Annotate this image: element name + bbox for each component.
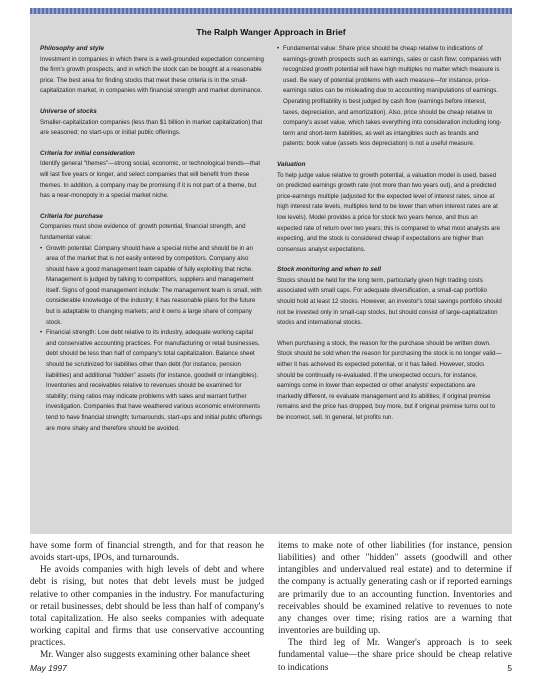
- growth-potential-item: • Growth potential: Company should have a special niche and should be in an area of the market that is not easily entered by competitors. Company also should have a good management team capable of fully exploiting that niche. Management is judged by talking to competitors, suppliers and management itself. Signs of good management include: The management team is small, with considerable knowledge of the industry; it has reasonable plans for the future but is adaptable to changing markets; and it owns a large share of company stock.: [40, 244, 265, 329]
- box-title: The Ralph Wanger Approach in Brief: [196, 27, 346, 37]
- purchase-criteria-list: [40, 244, 265, 435]
- sell-text: When purchasing a stock, the reason for the purchase should be written down. Stock should be sold when the reason for purchasing the stock is no longer valid—either it has acheived its expected potential, or it has failed. However, stocks should be continually re-evaluated. If the unexpected occurs, for instance, earnings come in lower than expected or other analysts' expectations are markedly different, re evaluate management and its abilities; if original premise remains and the price has dropped, buy more, but if original premise turns out to be incorrect, sell. In general, let profits run.: [277, 339, 502, 421]
- page-number: 5: [507, 663, 512, 673]
- philosophy-text: Investment in companies in which there is a well-grounded expectation concerning the firm's growth prospects, and in which the stock can be bought at a reasonable price. The best area for finding stocks that meet these criteria is in the small-capitalization market, in companies with financial strength and market dominance.: [40, 55, 264, 95]
- universe-heading: Universe of stocks: [40, 107, 97, 115]
- financial-strength-item: • Financial strength: Low debt relative to its industry, adequate working capital and conservative accounting practices. For manufacturing or retail businesses, debt should be less than half of company's total capitalization. Balance sheet should be scrutinized for liabilities other than debt (for instance, pension liabilities) and additional "hidden" assets (for instance, goodwill or intangibles). Inventories and receivables relative to revenues should be examined for stability; rising ratios may indicate problems with sales and warrant further investigation. Companies that have weathered various economic environments tend to have financial strength; turnarounds, start-ups and initial public offerings are more shaky and therefore should be avoided.: [40, 328, 265, 434]
- article-right-column: [278, 540, 512, 674]
- purchase-criteria-list-continued: [277, 44, 502, 150]
- purchase-criteria-intro: Companies must show evidence of: growth potential, financial strength, and fundamental value:: [40, 223, 246, 241]
- valuation-heading: Valuation: [277, 160, 306, 168]
- page-footer: [30, 663, 512, 677]
- article-paragraph: Mr. Wanger also suggests examining other balance sheet: [40, 650, 251, 661]
- box-right-column: [277, 40, 502, 434]
- valuation-text: To help judge value relative to growth potential, a valuation model is used, based on predicted earnings growth rate (not more than two years out), and a predicted price-earnings multiple (adjusted for the expected level of interest rates, since at high interest rate levels, multiples tend to be lower than when interest rates are at low levels). Model provides a price for stock two years hence, and thus an expected rate of return over two years; this is compared to what most analysts are expecting, and the stock is considered cheap if expectations are higher than consensus analyst expectations.: [277, 171, 500, 253]
- article-paragraph: The third leg of Mr. Wanger's approach is to seek fundamental value—the share price should be cheap relative to indications: [278, 638, 512, 673]
- article-paragraph: have some form of financial strength, and for that reason he avoids start-ups, IPOs, and turnarounds.: [30, 541, 264, 564]
- box-left-column: [40, 40, 265, 434]
- article-paragraph: He avoids companies with high levels of debt and where debt is rising, but notes that debt levels must be judged relative to other companies in the industry. For manufacturing or retail businesses, debt should be less than half of company's total capitalization. He also seeks companies with adequate working capital and firms that use conservative accounting practices.: [30, 565, 264, 649]
- monitoring-text: Stocks should be held for the long term, particularly given high trading costs associated with small caps. For adequate diversification, a small-cap portfolio should hold at least 12 stocks. However, an investor's total savings portfolio should not be invested only in small-cap stocks, but should consist of large-capitalization stocks and international stocks.: [277, 276, 502, 327]
- fundamental-value-item: • Fundamental value: Share price should be cheap relative to indications of earnings-growth prospects such as earnings, sales or cash flow; companies with recognized growth potential will have high multiples no matter which measure is used. Be wary of potential problems with each measure—for instance, price-earnings ratios can be misleading due to accounting manipulations of earnings. Operating profitability is best judged by cash flow (earnings before interest, taxes, depreciation, and amortization). Also, price should be cheap relative to company's asset value, which takes everything into consideration including long-term and short-term liabilities, as well as intangibles such as brands and patents; book value (assets less depreciation) is not a useful measure.: [277, 44, 502, 150]
- universe-text: Smaller-capitalization companies (less than $1 billion in market capitalization) that are seasoned; no start-ups or initial public offerings.: [40, 118, 263, 137]
- sidebar-box: [30, 14, 512, 534]
- purchase-criteria-heading: Criteria for purchase: [40, 212, 103, 220]
- initial-criteria-heading: Criteria for initial consideration: [40, 149, 135, 157]
- initial-criteria-text: Identify general "themes"—strong social, economic, or technological trends—that will last five years or longer, and select companies that will benefit from these themes. In addition, a company may be promising if it is not part of a theme, but has a near-monopoly in a special market niche.: [40, 160, 261, 200]
- article-body: [30, 540, 512, 674]
- monitoring-heading: Stock monitoring and when to sell: [277, 266, 382, 274]
- article-paragraph: items to make note of other liabilities (for instance, pension liabilities) and other "hidden" assets (goodwill and other intangibles and undervalued real estate) and to determine if the company is actually generating cash or if reported earnings are primarily due to an accounting function. Inventories and receivables should be examined relative to revenues to note any changes over time; rising ratios are a warning that inventories are building up.: [278, 541, 512, 637]
- article-left-column: [30, 540, 264, 674]
- issue-date: May 1997: [30, 663, 67, 673]
- philosophy-heading: Philosophy and style: [40, 45, 104, 52]
